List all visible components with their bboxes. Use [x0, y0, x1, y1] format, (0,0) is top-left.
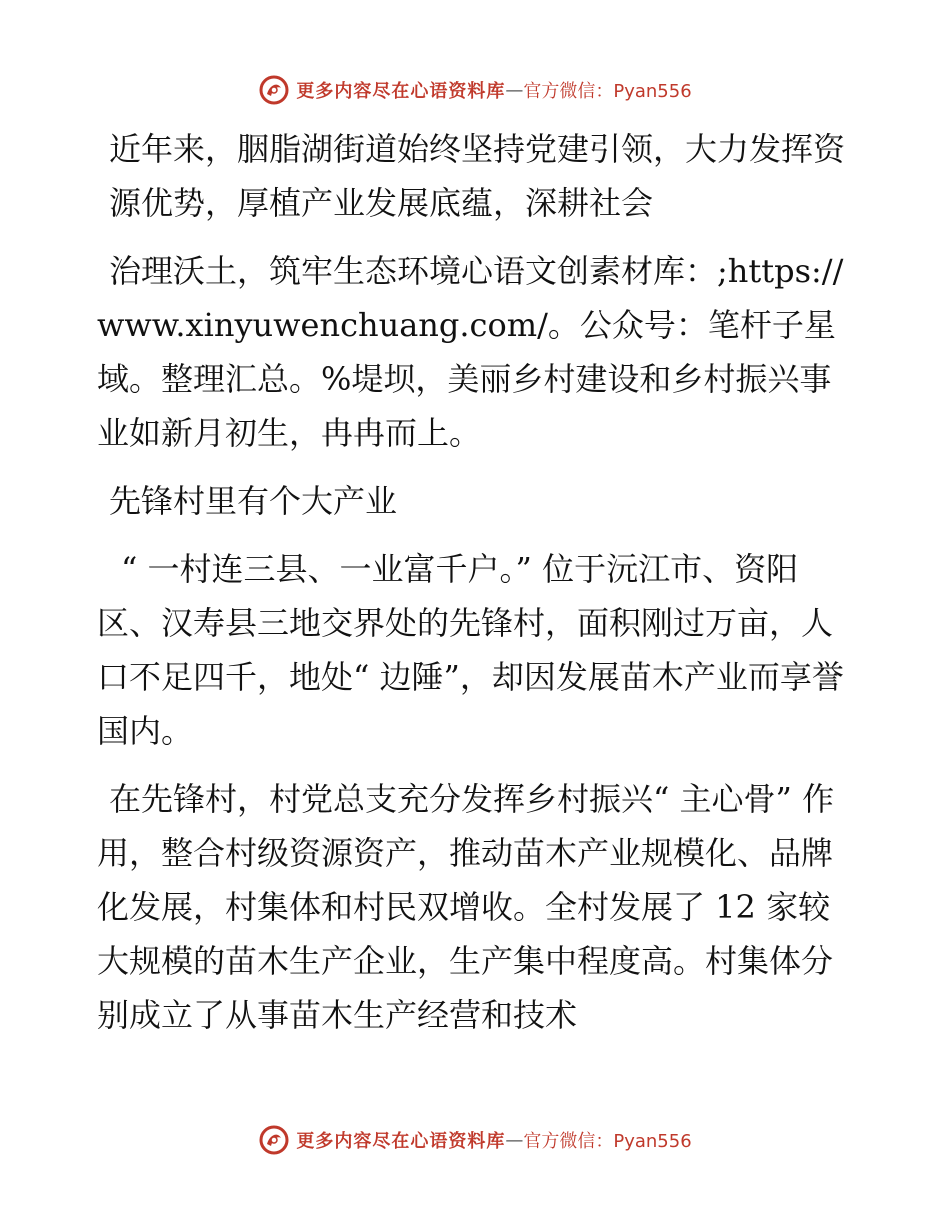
banner-title: 更多内容尽在心语资料库 [296, 1131, 506, 1152]
banner-title: 更多内容尽在心语资料库 [296, 81, 506, 102]
header-banner [0, 70, 950, 110]
banner-account: 官方微信：Pyan556 [523, 1131, 692, 1152]
red-swirl-logo-icon [258, 1124, 290, 1156]
paragraph-2: 治理沃土，筑牢生态环境心语文创素材库：;https://www.xinyuwenchuang.com/。公众号：笔杆子星域。整理汇总。%堤坝，美丽乡村建设和乡村振兴事业如新月初生，冉冉而上。 [97, 252, 844, 452]
paragraph-1: 近年来，胭脂湖街道始终坚持党建引领，大力发挥资源优势，厚植产业发展底蕴，深耕社会 [109, 130, 846, 222]
banner-separator: — [505, 1129, 524, 1151]
paragraph-3: “ 一村连三县、一业富千户。” 位于沅江市、资阳区、汉寿县三地交界处的先锋村，面积刚过万亩，人口不足四千，地处“ 边陲”，却因发展苗木产业而享誉国内。 [97, 550, 844, 750]
banner-account: 官方微信：Pyan556 [523, 81, 692, 102]
document-body [97, 122, 857, 1056]
red-swirl-logo-icon [258, 74, 290, 106]
banner-separator: — [505, 79, 524, 101]
footer-banner [0, 1120, 950, 1160]
paragraph-4: 在先锋村，村党总支充分发挥乡村振兴“ 主心骨” 作用，整合村级资源资产，推动苗木产业规模化、品牌化发展，村集体和村民双增收。全村发展了 12 家较大规模的苗木生产企业，生产集中程度高。村集体分别成立了从事苗木生产经营和技术 [97, 780, 835, 1034]
section-heading: 先锋村里有个大产业 [109, 482, 398, 520]
